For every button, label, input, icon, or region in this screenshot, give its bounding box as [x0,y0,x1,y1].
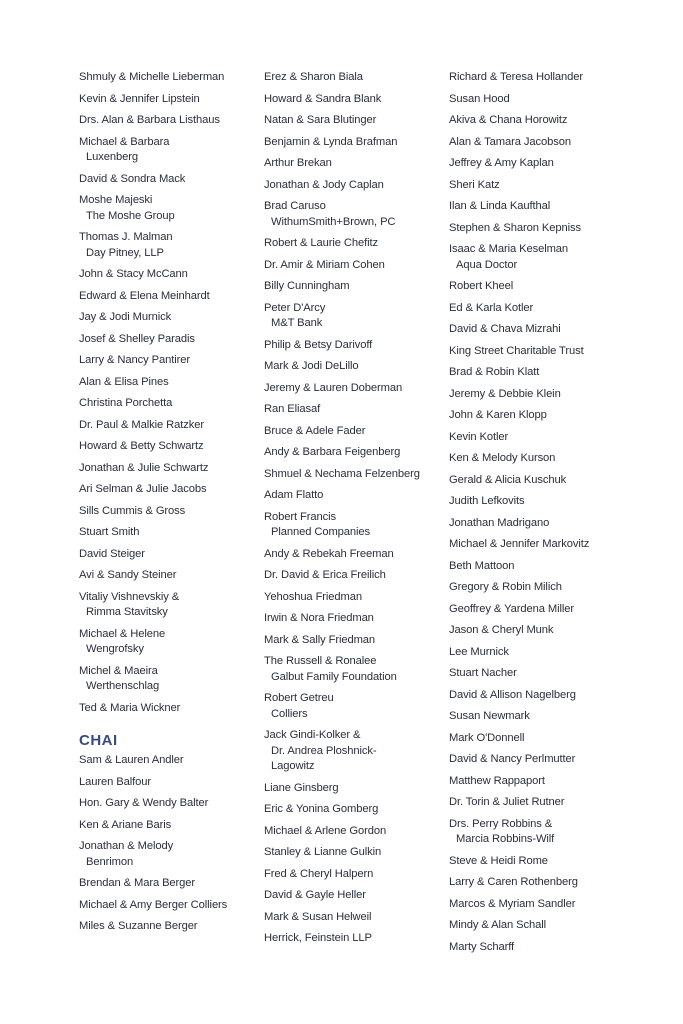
donor-entry [79,230,259,261]
donor-name: Erez & Sharon Biala [264,71,363,83]
donor-entry [79,839,259,870]
donor-name: Jeremy & Lauren Doberman [264,381,403,394]
donor-affiliation: Colliers [271,707,308,720]
donor-affiliation: The Moshe Group [86,209,175,222]
donor-name: Ken & Ariane Baris [79,818,172,831]
donor-entry [449,322,629,338]
donor-name: Michael & Jennifer Markovitz [449,538,590,550]
donor-name: Mark O'Donnell [449,731,525,744]
donor-entry [264,236,444,252]
donor-affiliation: Luxenberg [86,151,138,163]
donor-entry [449,666,629,682]
donor-entry [264,888,444,904]
donor-name: Robert Getreu [264,692,334,704]
donor-name: Sheri Katz [449,178,500,191]
donor-name: The Russell & Ronalee [264,655,377,667]
donor-name: David & Chava Mizrahi [449,323,561,335]
donor-entry [449,559,629,575]
donor-entry [79,193,259,224]
donor-entry [79,775,259,791]
donor-name: Stuart Smith [79,526,140,538]
donor-name: Moshe Majeski [79,194,153,206]
donor-name: Stanley & Lianne Gulkin [264,846,382,858]
donor-entry [79,525,259,541]
donor-entry [449,795,629,811]
donor-entry [79,396,259,412]
donor-name: Brad & Robin Klatt [449,366,540,378]
donor-name: Jeffrey & Amy Kaplan [449,157,554,169]
section-heading: CHAI [79,732,118,749]
donor-entry [264,199,444,230]
donor-entry [449,494,629,510]
donor-entry [264,845,444,861]
donor-name: Christina Porchetta [79,397,173,409]
donor-name: Robert Francis [264,510,336,523]
donor-entry [79,590,259,621]
donor-name: Gregory & Robin Milich [449,581,562,593]
donor-name: Jonathan & Melody [79,840,174,852]
donor-name: Jeremy & Debbie Klein [449,387,561,400]
donor-entry [449,387,629,403]
donor-name: Michael & Helene [79,627,166,640]
donor-name: Brendan & Mara Berger [79,877,196,889]
donor-name: Andy & Barbara Feigenberg [264,446,401,458]
donor-entry [79,172,259,188]
donor-entry [449,279,629,295]
donor-name: David & Allison Nagelberg [449,688,576,701]
donor-name: Arthur Brekan [264,157,332,169]
donor-affiliation: Dr. Andrea Ploshnick- [271,744,377,757]
donor-entry [449,221,629,237]
donor-name: Ed & Karla Kotler [449,301,534,314]
donor-name: Stephen & Sharon Kepniss [449,221,581,234]
donor-entry [79,332,259,348]
donor-entry [264,488,444,504]
donor-entry [449,365,629,381]
donor-name: Natan & Sara Blutinger [264,114,377,126]
donor-entry [264,359,444,375]
donor-entry [79,92,259,108]
donor-name: Susan Newmark [449,710,530,722]
donor-name: Lee Murnick [449,645,509,658]
donor-name: Isaac & Maria Keselman [449,243,569,255]
donor-name: Benjamin & Lynda Brafman [264,135,398,148]
donor-entry [449,709,629,725]
donor-name: Yehoshua Friedman [264,590,363,603]
donor-name: Mark & Susan Helweil [264,910,372,923]
donor-entry [449,113,629,129]
donor-name: Ilan & Linda Kaufthal [449,200,551,212]
donor-entry [449,430,629,446]
donor-entry [79,267,259,283]
donor-entry [264,728,444,775]
donor-name: Josef & Shelley Paradis [79,332,195,345]
donor-entry [264,279,444,295]
donor-name: Eric & Yonina Gomberg [264,803,379,815]
donor-name: Larry & Nancy Pantirer [79,354,190,366]
donor-name: Beth Mattoon [449,559,515,572]
donor-entry [264,113,444,129]
donor-name: Philip & Betsy Darivoff [264,338,373,351]
donor-entry [449,645,629,661]
donor-entry [449,516,629,532]
donor-name: Sam & Lauren Andler [79,754,184,766]
donor-entry [79,461,259,477]
donor-name: Dr. Torin & Juliet Rutner [449,796,565,808]
donor-name: Jay & Jodi Murnick [79,311,172,323]
donor-entry [264,590,444,606]
donor-name: Shmuly & Michelle Lieberman [79,71,225,83]
donor-name: Dr. Paul & Malkie Ratzker [79,418,204,431]
donor-entry [79,627,259,658]
donor-entry [79,876,259,892]
donor-entry [79,568,259,584]
donor-name: Mark & Jodi DeLillo [264,360,359,372]
donor-name: Hon. Gary & Wendy Balter [79,797,209,809]
donor-name: Ken & Melody Kurson [449,452,556,464]
donor-entry [264,633,444,649]
donor-name: Stuart Nacher [449,667,517,679]
donor-entry [79,664,259,695]
donor-entry [449,854,629,870]
donor-name: Alan & Tamara Jacobson [449,135,571,148]
donor-entry [449,580,629,596]
donor-name: Herrick, Feinstein LLP [264,932,372,944]
donor-name: Peter D'Arcy [264,301,326,314]
donor-entry [449,408,629,424]
donor-name: Alan & Elisa Pines [79,375,169,388]
donor-name: David & Gayle Heller [264,889,366,901]
donor-name: Ted & Maria Wickner [79,701,181,714]
donor-entry [79,310,259,326]
donor-name: Michel & Maeira [79,664,158,677]
donor-entry [449,70,629,86]
donor-entry [264,467,444,483]
donor-entry [264,802,444,818]
donor-entry [79,547,259,563]
donor-name: Avi & Sandy Steiner [79,569,177,581]
donor-name: Mindy & Alan Schall [449,919,546,931]
donor-name: Judith Lefkovits [449,495,525,507]
donor-name: Robert Kheel [449,280,514,292]
donor-entry [264,867,444,883]
donor-entry [79,818,259,834]
donor-affiliation: Marcia Robbins-Wilf [456,833,555,845]
donor-affiliation: Lagowitz [271,760,315,772]
donor-entry [264,301,444,332]
donor-entry [79,439,259,455]
donor-affiliation: Benrimon [86,855,134,868]
donor-entry [79,113,259,129]
donor-entry [264,611,444,627]
donor-name: Marcos & Myriam Sandler [449,897,576,910]
donor-name: Jonathan Madrigano [449,516,550,529]
donor-entry [449,92,629,108]
donor-entry [449,688,629,704]
donor-entry [449,301,629,317]
donor-name: Irwin & Nora Friedman [264,612,374,624]
donor-name: Geoffrey & Yardena Miller [449,602,574,615]
donor-entry [449,602,629,618]
donor-entry [79,919,259,935]
donor-name: Kevin Kotler [449,430,509,443]
donor-name: Akiva & Chana Horowitz [449,114,568,126]
donor-name: Dr. Amir & Miriam Cohen [264,258,385,271]
donor-name: Drs. Alan & Barbara Listhaus [79,114,220,126]
donor-entry [264,156,444,172]
donor-name: Michael & Barbara [79,135,170,148]
donor-name: Thomas J. Malman [79,231,173,243]
donor-affiliation: Aqua Doctor [456,258,518,271]
donor-name: John & Stacy McCann [79,268,188,280]
donor-entry [79,135,259,166]
donor-entry [264,691,444,722]
donor-entry [449,897,629,913]
donor-entry [264,547,444,563]
donor-name: Liane Ginsberg [264,781,339,794]
donor-entry [449,537,629,553]
donor-name: Miles & Suzanne Berger [79,920,198,932]
donor-affiliation: Planned Companies [271,526,371,538]
donor-name: Ran Eliasaf [264,403,321,415]
donor-entry [449,774,629,790]
column-1 [79,70,259,941]
donor-entry [79,701,259,717]
donor-entry [449,178,629,194]
donor-name: Susan Hood [449,92,510,105]
donor-name: Steve & Heidi Rome [449,854,548,867]
donor-name: Billy Cunningham [264,280,350,292]
donor-entry [449,731,629,747]
donor-entry [264,402,444,418]
donor-name: Dr. David & Erica Freilich [264,569,386,581]
donor-name: Gerald & Alicia Kuschuk [449,473,567,486]
donor-entry [449,344,629,360]
donor-name: Jason & Cheryl Munk [449,624,554,636]
donor-entry [79,753,259,769]
donor-name: Brad Caruso [264,200,326,212]
column-3 [449,70,629,961]
donor-entry [449,473,629,489]
donor-entry [449,817,629,848]
donor-name: Sills Cummis & Gross [79,504,186,517]
donor-entry [449,875,629,891]
column-2 [264,70,444,953]
donor-name: Lauren Balfour [79,775,151,788]
donor-entry [79,353,259,369]
donor-name: Edward & Elena Meinhardt [79,289,210,302]
donor-entry [264,258,444,274]
donor-entry [79,289,259,305]
donor-affiliation: Galbut Family Foundation [271,670,397,683]
donor-entry [264,178,444,194]
donor-entry [79,375,259,391]
donor-entry [264,510,444,541]
donor-name: Matthew Rappaport [449,774,545,787]
donor-entry [264,424,444,440]
donor-name: Richard & Teresa Hollander [449,71,583,83]
donor-entry [79,796,259,812]
donor-entry [449,940,629,956]
donor-name: Robert & Laurie Chefitz [264,237,378,249]
donor-name: Howard & Sandra Blank [264,92,382,105]
donor-name: Andy & Rebekah Freeman [264,547,394,560]
donor-entry [449,623,629,639]
donor-entry [264,781,444,797]
donor-name: Ari Selman & Julie Jacobs [79,483,207,495]
donor-entry [264,92,444,108]
donor-name: Kevin & Jennifer Lipstein [79,92,200,105]
donor-entry [79,418,259,434]
donor-name: Larry & Caren Rothenberg [449,876,578,888]
donor-name: Bruce & Adele Fader [264,424,366,437]
donor-entry [264,931,444,947]
donor-entry [264,338,444,354]
donor-entry [264,381,444,397]
donor-affiliation: Werthenschlag [86,680,160,692]
donor-name: David Steiger [79,547,145,560]
donor-name: Adam Flatto [264,489,324,501]
donor-name: Michael & Amy Berger Colliers [79,898,228,911]
donor-affiliation: M&T Bank [271,317,323,329]
donor-name: Howard & Betty Schwartz [79,440,204,452]
donor-entry [264,910,444,926]
donor-entry [449,451,629,467]
donor-entry [264,135,444,151]
donor-affiliation: WithumSmith+Brown, PC [271,215,396,228]
donor-entry [79,70,259,86]
donor-name: Mark & Sally Friedman [264,633,376,646]
donor-entry [264,70,444,86]
donor-entry [449,242,629,273]
donor-entry [264,445,444,461]
donor-name: David & Sondra Mack [79,172,186,185]
donor-name: Marty Scharff [449,940,515,953]
donor-name: Drs. Perry Robbins & [449,817,553,830]
donor-entry [79,482,259,498]
donor-affiliation: Rimma Stavitsky [86,606,168,618]
donor-entry [264,654,444,685]
donor-name: King Street Charitable Trust [449,344,584,357]
donor-entry [449,199,629,215]
donor-name: Jonathan & Julie Schwartz [79,461,209,474]
donor-name: Shmuel & Nechama Felzenberg [264,467,420,480]
donor-entry [449,135,629,151]
donor-entry [264,568,444,584]
donor-name: John & Karen Klopp [449,409,547,421]
donor-name: Vitaliy Vishnevskiy & [79,590,180,603]
donor-affiliation: Wengrofsky [86,643,144,655]
donor-entry [449,752,629,768]
donor-affiliation: Day Pitney, LLP [86,246,164,259]
donor-name: Michael & Arlene Gordon [264,824,387,837]
donor-entry [79,504,259,520]
donor-entry [79,898,259,914]
donor-name: Jack Gindi-Kolker & [264,729,361,741]
donor-name: David & Nancy Perlmutter [449,753,576,765]
donor-name: Jonathan & Jody Caplan [264,178,384,191]
donor-entry [449,156,629,172]
donor-entry [264,824,444,840]
donor-name: Fred & Cheryl Halpern [264,867,374,880]
donor-entry [449,918,629,934]
